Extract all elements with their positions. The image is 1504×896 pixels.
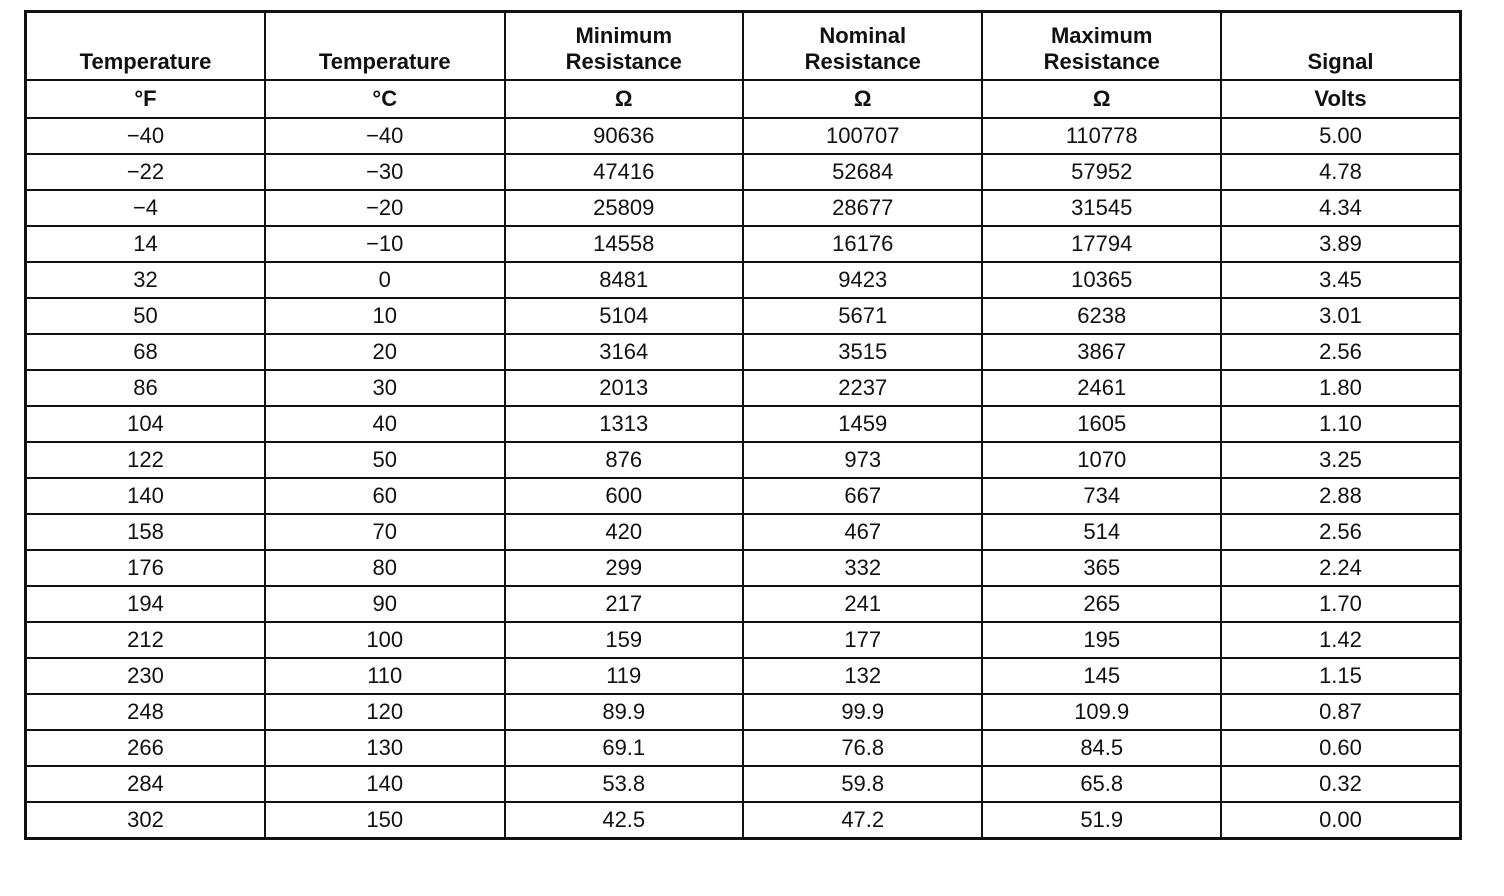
cell-temp-f: 230 [26, 658, 266, 694]
cell-min-resistance: 53.8 [505, 766, 743, 802]
cell-temp-c: 0 [265, 262, 505, 298]
cell-temp-f: 140 [26, 478, 266, 514]
table-row [26, 190, 1461, 226]
cell-signal-volts: 3.25 [1221, 442, 1461, 478]
cell-signal-volts: 3.01 [1221, 298, 1461, 334]
cell-nominal-resistance: 5671 [743, 298, 983, 334]
table-row [26, 550, 1461, 586]
cell-temp-c: 40 [265, 406, 505, 442]
cell-temp-f: 104 [26, 406, 266, 442]
cell-max-resistance: 514 [982, 514, 1220, 550]
table-row [26, 334, 1461, 370]
table-row [26, 478, 1461, 514]
cell-temp-f: 14 [26, 226, 266, 262]
cell-min-resistance: 119 [505, 658, 743, 694]
table-row [26, 514, 1461, 550]
table-row [26, 694, 1461, 730]
cell-nominal-resistance: 76.8 [743, 730, 983, 766]
cell-max-resistance: 365 [982, 550, 1220, 586]
cell-max-resistance: 734 [982, 478, 1220, 514]
cell-temp-f: 32 [26, 262, 266, 298]
table-row [26, 370, 1461, 406]
cell-nominal-resistance: 332 [743, 550, 983, 586]
cell-signal-volts: 2.88 [1221, 478, 1461, 514]
header-minimum-resistance-line2: Resistance [565, 49, 682, 74]
column-title-row [26, 12, 1461, 81]
cell-nominal-resistance: 99.9 [743, 694, 983, 730]
cell-max-resistance: 1070 [982, 442, 1220, 478]
table-row [26, 298, 1461, 334]
header-minimum-resistance-line1: Minimum [575, 23, 673, 48]
cell-nominal-resistance: 1459 [743, 406, 983, 442]
cell-max-resistance: 10365 [982, 262, 1220, 298]
cell-nominal-resistance: 2237 [743, 370, 983, 406]
cell-min-resistance: 25809 [505, 190, 743, 226]
cell-temp-c: 120 [265, 694, 505, 730]
cell-min-resistance: 600 [505, 478, 743, 514]
table-row [26, 154, 1461, 190]
cell-nominal-resistance: 9423 [743, 262, 983, 298]
cell-signal-volts: 2.24 [1221, 550, 1461, 586]
cell-min-resistance: 89.9 [505, 694, 743, 730]
cell-temp-f: 212 [26, 622, 266, 658]
header-nominal-resistance-line1: Nominal [819, 23, 907, 48]
cell-signal-volts: 2.56 [1221, 514, 1461, 550]
table-header [26, 12, 1461, 119]
header-signal: Signal [1221, 12, 1461, 81]
cell-min-resistance: 217 [505, 586, 743, 622]
table-row [26, 118, 1461, 154]
table-row [26, 802, 1461, 839]
cell-temp-c: −40 [265, 118, 505, 154]
unit-celsius: °C [265, 80, 505, 118]
header-maximum-resistance-line2: Resistance [1043, 49, 1160, 74]
unit-fahrenheit: °F [26, 80, 266, 118]
cell-nominal-resistance: 973 [743, 442, 983, 478]
cell-max-resistance: 65.8 [982, 766, 1220, 802]
cell-temp-c: 140 [265, 766, 505, 802]
cell-signal-volts: 5.00 [1221, 118, 1461, 154]
cell-min-resistance: 42.5 [505, 802, 743, 839]
cell-min-resistance: 14558 [505, 226, 743, 262]
cell-signal-volts: 3.89 [1221, 226, 1461, 262]
cell-temp-f: 302 [26, 802, 266, 839]
table-row [26, 766, 1461, 802]
cell-temp-f: 194 [26, 586, 266, 622]
cell-nominal-resistance: 132 [743, 658, 983, 694]
unit-ohm-max: Ω [982, 80, 1220, 118]
cell-signal-volts: 1.42 [1221, 622, 1461, 658]
header-nominal-resistance-line2: Resistance [804, 49, 921, 74]
cell-min-resistance: 299 [505, 550, 743, 586]
cell-max-resistance: 84.5 [982, 730, 1220, 766]
cell-nominal-resistance: 3515 [743, 334, 983, 370]
header-minimum-resistance [505, 12, 743, 81]
cell-min-resistance: 69.1 [505, 730, 743, 766]
unit-row [26, 80, 1461, 118]
cell-temp-f: 50 [26, 298, 266, 334]
table-body [26, 118, 1461, 839]
header-temperature-c: Temperature [265, 12, 505, 81]
cell-temp-c: −30 [265, 154, 505, 190]
cell-max-resistance: 3867 [982, 334, 1220, 370]
cell-max-resistance: 2461 [982, 370, 1220, 406]
cell-max-resistance: 265 [982, 586, 1220, 622]
cell-temp-c: 150 [265, 802, 505, 839]
cell-temp-c: 70 [265, 514, 505, 550]
cell-signal-volts: 4.78 [1221, 154, 1461, 190]
table-row [26, 406, 1461, 442]
cell-nominal-resistance: 241 [743, 586, 983, 622]
cell-max-resistance: 110778 [982, 118, 1220, 154]
cell-nominal-resistance: 100707 [743, 118, 983, 154]
header-maximum-resistance-line1: Maximum [1050, 23, 1153, 48]
cell-temp-c: 10 [265, 298, 505, 334]
table-row [26, 622, 1461, 658]
cell-max-resistance: 1605 [982, 406, 1220, 442]
cell-signal-volts: 4.34 [1221, 190, 1461, 226]
cell-signal-volts: 1.70 [1221, 586, 1461, 622]
cell-temp-c: −10 [265, 226, 505, 262]
cell-temp-c: 130 [265, 730, 505, 766]
cell-nominal-resistance: 16176 [743, 226, 983, 262]
table-row [26, 226, 1461, 262]
cell-signal-volts: 0.87 [1221, 694, 1461, 730]
cell-temp-f: −22 [26, 154, 266, 190]
cell-temp-f: 158 [26, 514, 266, 550]
cell-max-resistance: 195 [982, 622, 1220, 658]
header-temperature-f: Temperature [26, 12, 266, 81]
cell-signal-volts: 0.32 [1221, 766, 1461, 802]
cell-nominal-resistance: 59.8 [743, 766, 983, 802]
cell-nominal-resistance: 467 [743, 514, 983, 550]
cell-signal-volts: 0.60 [1221, 730, 1461, 766]
cell-min-resistance: 420 [505, 514, 743, 550]
cell-signal-volts: 1.15 [1221, 658, 1461, 694]
cell-temp-f: 176 [26, 550, 266, 586]
temperature-resistance-table [24, 10, 1462, 840]
cell-nominal-resistance: 667 [743, 478, 983, 514]
cell-nominal-resistance: 52684 [743, 154, 983, 190]
cell-temp-c: 50 [265, 442, 505, 478]
table-row [26, 730, 1461, 766]
cell-temp-c: 110 [265, 658, 505, 694]
cell-temp-f: 122 [26, 442, 266, 478]
cell-nominal-resistance: 47.2 [743, 802, 983, 839]
cell-temp-f: 248 [26, 694, 266, 730]
cell-temp-c: −20 [265, 190, 505, 226]
cell-max-resistance: 109.9 [982, 694, 1220, 730]
cell-min-resistance: 8481 [505, 262, 743, 298]
cell-temp-f: −40 [26, 118, 266, 154]
cell-min-resistance: 876 [505, 442, 743, 478]
unit-ohm-min: Ω [505, 80, 743, 118]
table-row [26, 442, 1461, 478]
cell-temp-c: 60 [265, 478, 505, 514]
cell-temp-f: −4 [26, 190, 266, 226]
cell-temp-c: 80 [265, 550, 505, 586]
cell-signal-volts: 2.56 [1221, 334, 1461, 370]
cell-min-resistance: 3164 [505, 334, 743, 370]
cell-temp-f: 68 [26, 334, 266, 370]
cell-signal-volts: 1.10 [1221, 406, 1461, 442]
cell-max-resistance: 31545 [982, 190, 1220, 226]
table-row [26, 658, 1461, 694]
cell-temp-c: 30 [265, 370, 505, 406]
cell-min-resistance: 90636 [505, 118, 743, 154]
table-row [26, 586, 1461, 622]
cell-nominal-resistance: 28677 [743, 190, 983, 226]
unit-volts: Volts [1221, 80, 1461, 118]
cell-max-resistance: 6238 [982, 298, 1220, 334]
cell-min-resistance: 2013 [505, 370, 743, 406]
cell-nominal-resistance: 177 [743, 622, 983, 658]
cell-temp-c: 100 [265, 622, 505, 658]
cell-min-resistance: 47416 [505, 154, 743, 190]
header-maximum-resistance [982, 12, 1220, 81]
cell-signal-volts: 3.45 [1221, 262, 1461, 298]
cell-temp-f: 284 [26, 766, 266, 802]
cell-max-resistance: 17794 [982, 226, 1220, 262]
unit-ohm-nominal: Ω [743, 80, 983, 118]
cell-signal-volts: 0.00 [1221, 802, 1461, 839]
cell-min-resistance: 159 [505, 622, 743, 658]
cell-max-resistance: 51.9 [982, 802, 1220, 839]
cell-max-resistance: 145 [982, 658, 1220, 694]
header-nominal-resistance [743, 12, 983, 81]
cell-min-resistance: 5104 [505, 298, 743, 334]
cell-temp-f: 266 [26, 730, 266, 766]
cell-temp-c: 20 [265, 334, 505, 370]
cell-max-resistance: 57952 [982, 154, 1220, 190]
cell-temp-f: 86 [26, 370, 266, 406]
cell-temp-c: 90 [265, 586, 505, 622]
cell-signal-volts: 1.80 [1221, 370, 1461, 406]
cell-min-resistance: 1313 [505, 406, 743, 442]
table-row [26, 262, 1461, 298]
